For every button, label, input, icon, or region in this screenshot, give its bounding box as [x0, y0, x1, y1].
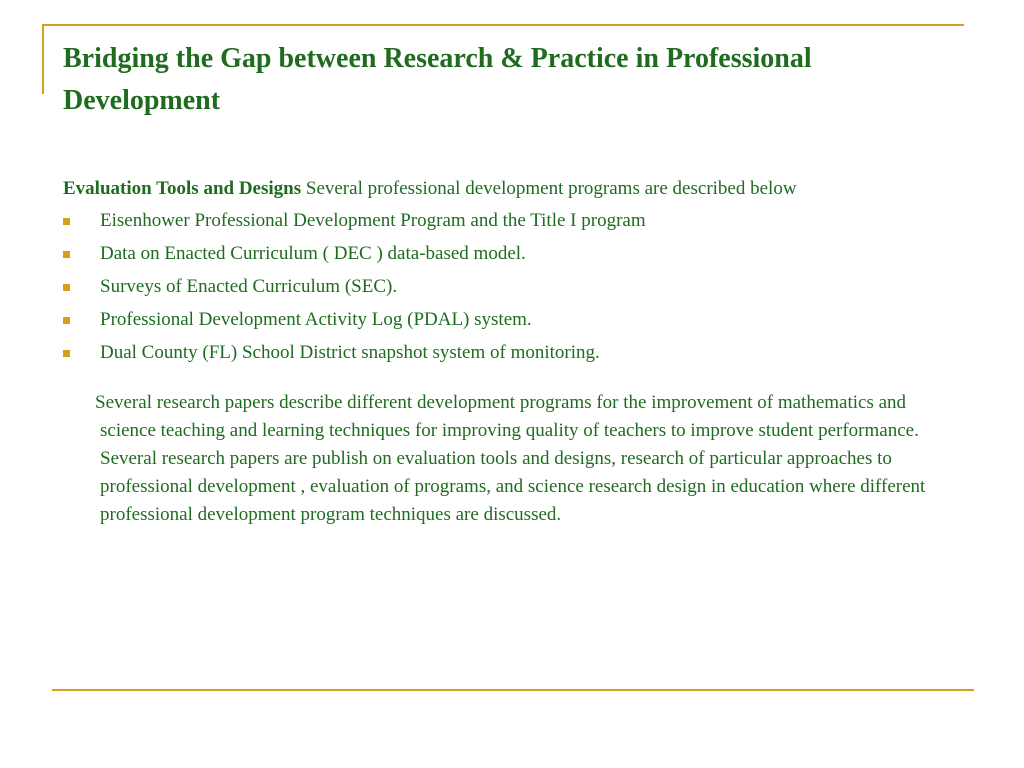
top-rule	[42, 24, 964, 26]
intro-text: Several professional development programs are described below	[301, 178, 797, 199]
bullet-text: Surveys of Enacted Curriculum (SEC).	[100, 276, 398, 297]
slide-title: Bridging the Gap between Research & Practice in Professional Development	[63, 43, 812, 116]
bullet-item	[63, 273, 963, 306]
bullet-item	[63, 207, 963, 240]
bottom-rule	[52, 689, 974, 691]
paragraph-1: Several research papers describe different development programs for the improvement of mathematics and science teaching and learning techniques for improving quality of teachers to improve student performance.	[95, 392, 919, 441]
bullet-item	[63, 240, 963, 273]
bullet-text: Eisenhower Professional Development Program and the Title I program	[100, 210, 646, 231]
bullet-item	[63, 339, 963, 372]
square-bullet-icon	[63, 317, 70, 324]
square-bullet-icon	[63, 350, 70, 357]
bullet-list	[63, 207, 963, 372]
slide-content	[63, 175, 963, 529]
square-bullet-icon	[63, 218, 70, 225]
paragraph-2: Several research papers are publish on evaluation tools and designs, research of particular approaches to professional development , evaluation of programs, and science research design in education where different professional development program techniques are discussed.	[100, 448, 926, 525]
square-bullet-icon	[63, 251, 70, 258]
bullet-text: Professional Development Activity Log (PDAL) system.	[100, 309, 532, 330]
bullet-text: Dual County (FL) School District snapshot system of monitoring.	[100, 342, 600, 363]
intro-line	[63, 175, 963, 203]
bullet-item	[63, 306, 963, 339]
bullet-text: Data on Enacted Curriculum ( DEC ) data-based model.	[100, 243, 526, 264]
square-bullet-icon	[63, 284, 70, 291]
left-rule	[42, 24, 44, 94]
intro-lead: Evaluation Tools and Designs	[63, 178, 302, 199]
